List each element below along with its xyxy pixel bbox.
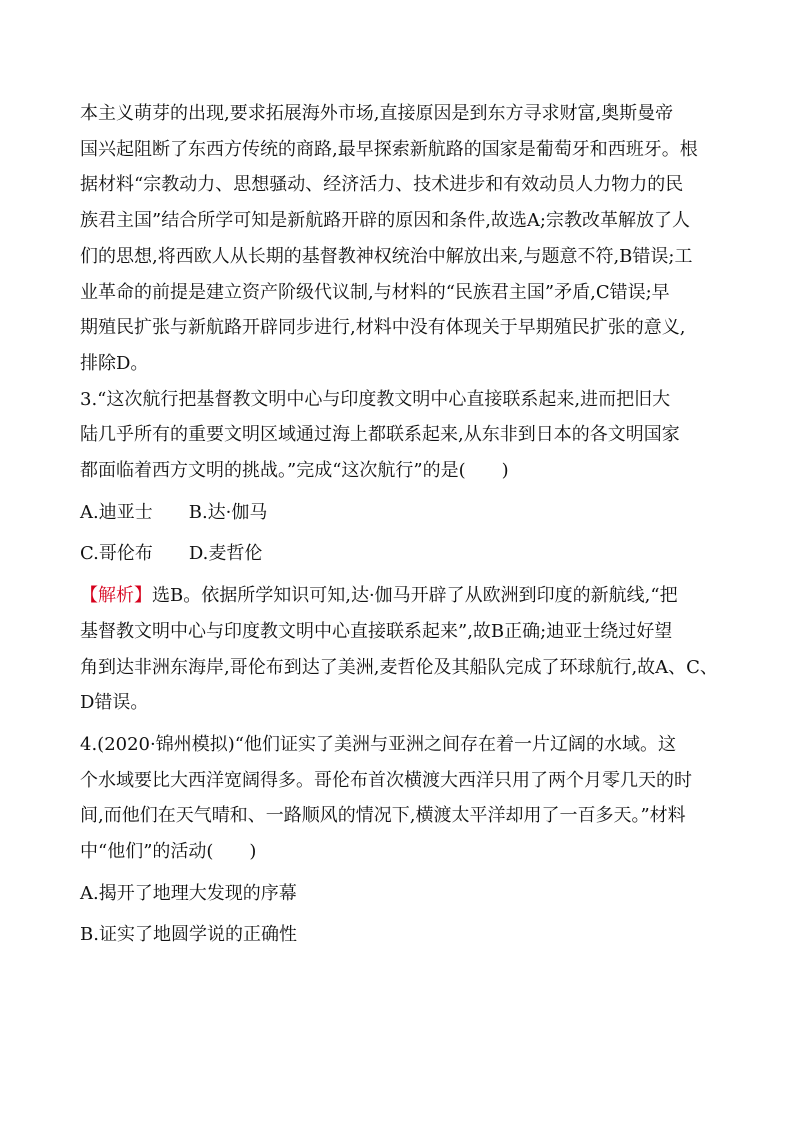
- question-3: [80, 382, 720, 721]
- option-d: D.麦哲伦: [188, 543, 263, 565]
- question-stem-line: 陆几乎所有的重要文明区域通过海上都联系起来,从东非到日本的各文明国家: [80, 424, 680, 446]
- option-a: A.揭开了地理大发现的序幕: [80, 882, 297, 904]
- analysis-block: [80, 578, 720, 721]
- question-4: [80, 727, 720, 953]
- option-a: A.迪亚士: [80, 501, 153, 523]
- text-line: 业革命的前提是建立资产阶级代议制,与材料的“民族君主国”矛盾,C错误;早: [80, 281, 670, 303]
- analysis-tag-open: 【: [80, 585, 98, 607]
- text-line: 排除D。: [80, 352, 149, 374]
- text-line: 期殖民扩张与新航路开辟同步进行,材料中没有体现关于早期殖民扩张的意义,: [80, 317, 686, 339]
- text-line: 族君主国”结合所学可知是新航路开辟的原因和条件,故选A;宗教改革解放了人: [80, 210, 690, 232]
- question-stem-line: 间,而他们在天气晴和、一路顺风的情况下,横渡太平洋却用了一百多天。”材料: [80, 805, 686, 827]
- question-stem-line: 4.(2020·锦州模拟)“他们证实了美洲与亚洲之间存在着一片辽阔的水域。这: [80, 733, 676, 755]
- previous-analysis-continuation: [80, 96, 720, 382]
- analysis-tag-close: 】: [134, 585, 152, 607]
- text-line: 据材料“宗教动力、思想骚动、经济活力、技术进步和有效动员人力物力的民: [80, 174, 684, 196]
- question-stem-line: 3.“这次航行把基督教文明中心与印度教文明中心直接联系起来,进而把旧大: [80, 388, 671, 410]
- option-b: B.达·伽马: [188, 501, 268, 523]
- text-line: 本主义萌芽的出现,要求拓展海外市场,直接原因是到东方寻求财富,奥斯曼帝: [80, 103, 674, 124]
- option-c: C.哥伦布: [80, 543, 153, 565]
- options-row: [80, 495, 720, 531]
- option-b: B.证实了地圆学说的正确性: [80, 924, 297, 946]
- analysis-text: 选B。依据所学知识可知,达·伽马开辟了从欧洲到印度的新航线,“把: [152, 585, 678, 607]
- question-stem-line: 中“他们”的活动( ): [80, 841, 257, 863]
- analysis-tag: 解析: [98, 585, 134, 607]
- question-stem-line: 个水域要比大西洋宽阔得多。哥伦布首次横渡大西洋只用了两个月零几天的时: [80, 769, 692, 791]
- analysis-line: 角到达非洲东海岸,哥伦布到达了美洲,麦哲伦及其船队完成了环球航行,故A、C、: [80, 656, 718, 678]
- analysis-first-line: [80, 578, 720, 614]
- options-row: [80, 536, 720, 572]
- text-line: 们的思想,将西欧人从长期的基督教神权统治中解放出来,与题意不符,B错误;工: [80, 245, 693, 267]
- question-stem-line: 都面临着西方文明的挑战。”完成“这次航行”的是( ): [80, 460, 509, 482]
- text-line: 国兴起阻断了东西方传统的商路,最早探索新航路的国家是葡萄牙和西班牙。根: [80, 138, 698, 160]
- analysis-line: D错误。: [80, 692, 149, 714]
- document-page: [80, 96, 720, 953]
- analysis-line: 基督教文明中心与印度教文明中心直接联系起来”,故B正确;迪亚士绕过好望: [80, 620, 673, 642]
